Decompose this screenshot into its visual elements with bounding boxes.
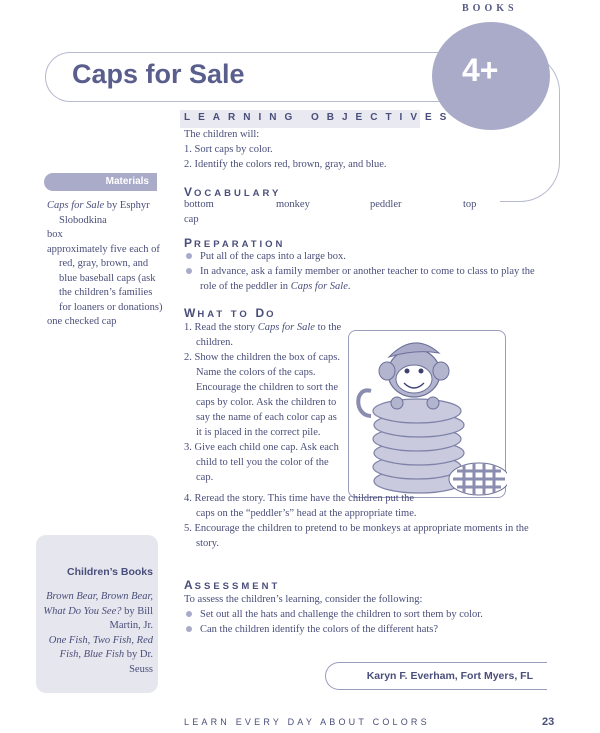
assessment-intro: To assess the children’s learning, consider the following: (184, 594, 423, 605)
assessment-list (184, 607, 549, 637)
vocabulary-list (184, 197, 504, 227)
what-to-do-heading: WHAT TO DO (184, 306, 277, 320)
steps-list-wide (184, 491, 549, 551)
steps-list-narrow (184, 320, 344, 485)
material-item: approximately five each of red, gray, brown, and blue baseball caps (ask the children’s families for loaners or donations) (47, 243, 163, 313)
material-item: one checked cap (47, 316, 117, 327)
objective-item: 2. Identify the colors red, brown, gray, and blue. (184, 159, 387, 170)
assessment-item: Can the children identify the colors of the different hats? (184, 622, 549, 637)
age-label: 4+ (462, 52, 499, 88)
section-label: BOOKS (462, 3, 518, 14)
vocab-word: peddler (370, 199, 402, 210)
childrens-books-heading: Children’s Books (67, 566, 153, 578)
preparation-item: In advance, ask a family member or another teacher to come to class to play the role of the peddler in Caps for Sale. (184, 264, 549, 294)
monkey-caps-illustration (349, 331, 507, 499)
preparation-list (184, 249, 549, 294)
step-item: 3. Give each child one cap. Ask each child to tell you the color of the cap. (184, 442, 339, 483)
footer-text: LEARN EVERY DAY ABOUT COLORS (184, 717, 430, 727)
monkey-illustration-frame (348, 330, 506, 498)
materials-heading: Materials (105, 176, 149, 187)
step-item: 2. Show the children the box of caps. Name the colors of the caps. Encourage the children to sort the caps by color. Ask the children to say the name of each color cap as it is placed in the correct pile. (184, 352, 341, 438)
page-number: 23 (542, 716, 555, 728)
vocabulary-heading: VOCABULARY (184, 185, 282, 199)
book-item: One Fish, Two Fish, Red Fish, Blue Fish by Dr. Seuss (48, 634, 153, 675)
author-credit: Karyn F. Everham, Fort Myers, FL (366, 670, 533, 682)
book-item: Brown Bear, Brown Bear, What Do You See? by Bill Martin, Jr. (43, 591, 153, 631)
vocab-word: bottom (184, 199, 214, 210)
step-item: 5. Encourage the children to pretend to be monkeys at appropriate moments in the story. (184, 523, 529, 549)
objectives-list (184, 127, 504, 172)
vocab-word: top (463, 199, 477, 210)
objective-item: 1. Sort caps by color. (184, 144, 273, 155)
objectives-intro: The children will: (184, 129, 260, 140)
vocab-word: cap (184, 214, 199, 225)
step-item: 4. Reread the story. This time have the children put the caps on the “peddler’s” head at the appropriate time. (184, 493, 417, 519)
childrens-books-list (40, 590, 153, 677)
preparation-item: Put all of the caps into a large box. (184, 249, 549, 264)
vocab-word: monkey (276, 199, 310, 210)
page-title: Caps for Sale (72, 59, 245, 89)
step-item: 1. Read the story Caps for Sale to the children. (184, 322, 342, 348)
preparation-heading: PREPARATION (184, 236, 286, 250)
material-item: Caps for Sale by Esphyr Slobodkina (47, 200, 150, 226)
material-item: box (47, 229, 63, 240)
objectives-heading: LEARNING OBJECTIVES (184, 112, 455, 123)
assessment-item: Set out all the hats and challenge the children to sort them by color. (184, 607, 549, 622)
materials-list (47, 199, 167, 330)
assessment-section (184, 592, 549, 637)
assessment-heading: ASSESSMENT (184, 578, 281, 592)
